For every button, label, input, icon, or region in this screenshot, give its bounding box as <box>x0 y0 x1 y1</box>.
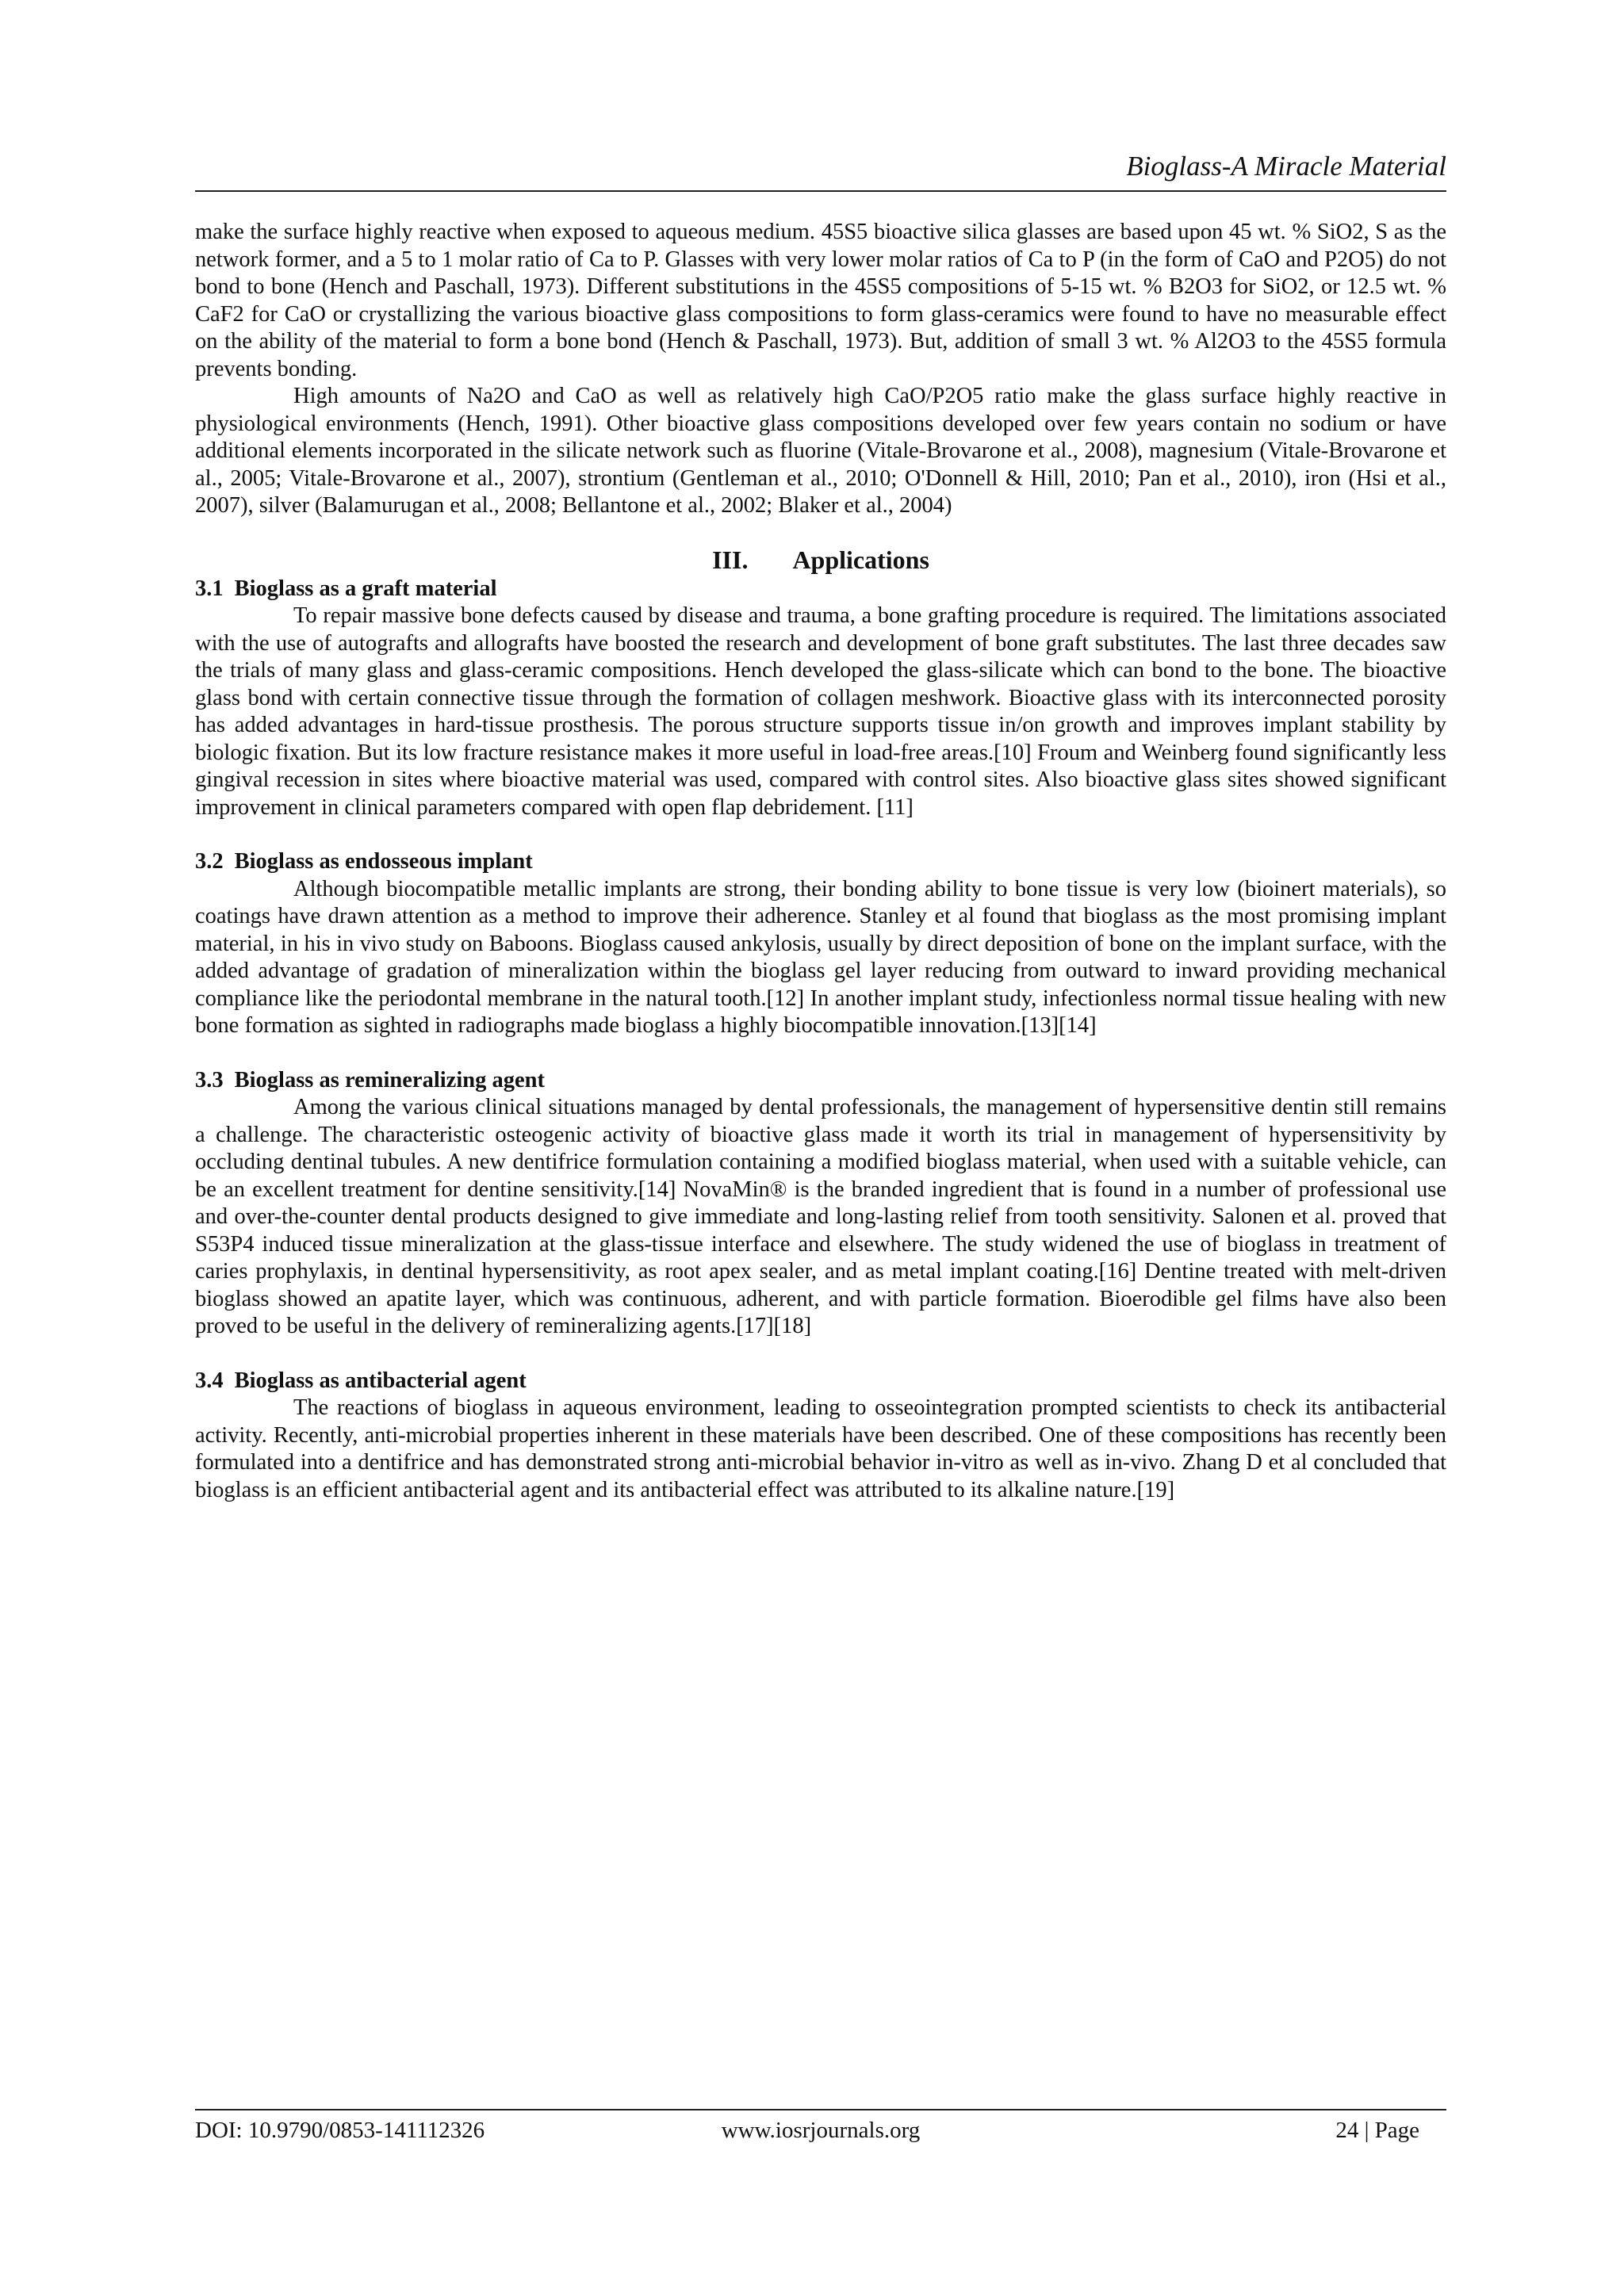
subsection-paragraph: To repair massive bone defects caused by disease and trauma, a bone grafting procedure is required. The limitations associated with the use of autografts and allografts have boosted the research and development of bone graft substitutes. The last three decades saw the trials of many glass and glass-ceramic compositions. Hench developed the glass-silicate which can bond to the bone. The bioactive glass bond with certain connective tissue through the formation of collagen meshwork. Bioactive glass with its interconnected porosity has added advantages in hard-tissue prosthesis. The porous structure supports tissue in/on growth and improves implant stability by biologic fixation. But its low fracture resistance makes it more useful in load-free areas.[10] Froum and Weinberg found significantly less gingival recession in sites where bioactive material was used, compared with control sites. Also bioactive glass sites showed significant improvement in clinical parameters compared with open flap debridement. [11] <box>195 603 1446 820</box>
section-title: Applications <box>792 545 929 574</box>
body-paragraph: High amounts of Na2O and CaO as well as relatively high CaO/P2O5 ratio make the glass surface highly reactive in physiological environments (Hench, 1991). Other bioactive glass compositions developed over few years contain no sodium or have additional elements incorporated in the silicate network such as fluorine (Vitale-Brovarone et al., 2008), magnesium (Vitale-Brovarone et al., 2005; Vitale-Brovarone et al., 2007), strontium (Gentleman et al., 2010; O'Donnell & Hill, 2010; Pan et al., 2010), iron (Hsi et al., 2007), silver (Balamurugan et al., 2008; Bellantone et al., 2002; Blaker et al., 2004) <box>195 384 1446 518</box>
page-number: 24 | Page <box>1335 2118 1419 2143</box>
subsection-paragraph: The reactions of bioglass in aqueous environment, leading to osseointegration prompted scientists to check its antibacterial activity. Recently, anti-microbial properties inherent in these materials have been described. One of these compositions has recently been formulated into a dentifrice and has demonstrated strong anti-microbial behavior in-vitro as well as in-vivo. Zhang D et al concluded that bioglass is an efficient antibacterial agent and its antibacterial effect was attributed to its alkaline nature.[19] <box>195 1395 1446 1502</box>
subsection-number: 3.2 <box>195 849 224 874</box>
subsection-heading <box>195 1067 1446 1095</box>
page-footer <box>195 2115 1446 2147</box>
subsection-title: Bioglass as endosseous implant <box>234 849 533 874</box>
header-rule <box>195 190 1446 192</box>
doi-text: DOI: 10.9790/0853-141112326 <box>195 2118 485 2143</box>
subsection-number: 3.1 <box>195 576 224 601</box>
section-heading <box>195 544 1446 576</box>
footer-rule <box>195 2109 1446 2110</box>
journal-website-link[interactable]: www.iosrjournals.org <box>721 2118 921 2143</box>
section-number: III. <box>712 545 749 574</box>
subsection-title: Bioglass as a graft material <box>234 576 497 601</box>
subsection-heading <box>195 576 1446 603</box>
subsection-title: Bioglass as remineralizing agent <box>234 1067 545 1093</box>
subsection-number: 3.4 <box>195 1368 224 1393</box>
subsection-title: Bioglass as antibacterial agent <box>234 1368 527 1393</box>
article-body <box>195 219 1446 1504</box>
running-header: Bioglass-A Miracle Material <box>1126 151 1446 182</box>
subsection-paragraph: Although biocompatible metallic implants are strong, their bonding ability to bone tissue is very low (bioinert materials), so coatings have drawn attention as a method to improve their adherence. Stanley et al found that bioglass as the most promising implant material, in his in vivo study on Baboons. Bioglass caused ankylosis, usually by direct deposition of bone on the implant surface, with the added advantage of gradation of mineralization within the bioglass gel layer reducing from outward to inward providing mechanical compliance like the periodontal membrane in the natural tooth.[12] In another implant study, infectionless normal tissue healing with new bone formation as sighted in radiographs made bioglass a highly biocompatible innovation.[13][14] <box>195 876 1446 1038</box>
subsection-paragraph: Among the various clinical situations managed by dental professionals, the management of hypersensitive dentin still remains a challenge. The characteristic osteogenic activity of bioactive glass made it worth its trial in management of hypersensitivity by occluding dentinal tubules. A new dentifrice formulation containing a modified bioglass material, when used with a suitable vehicle, can be an excellent treatment for dentine sensitivity.[14] NovaMin® is the branded ingredient that is found in a number of professional use and over-the-counter dental products designed to give immediate and long-lasting relief from tooth sensitivity. Salonen et al. proved that S53P4 induced tissue mineralization at the glass-tissue interface and elsewhere. The study widened the use of bioglass in treatment of caries prophylaxis, in dentinal hypersensitivity, as root apex sealer, and as metal implant coating.[16] Dentine treated with melt-driven bioglass showed an apatite layer, which was continuous, adherent, and with particle formation. Bioerodible gel films have also been proved to be useful in the delivery of remineralizing agents.[17][18] <box>195 1095 1446 1338</box>
body-paragraph-continued: make the surface highly reactive when exposed to aqueous medium. 45S5 bioactive silica glasses are based upon 45 wt. % SiO2, S as the network former, and a 5 to 1 molar ratio of Ca to P. Glasses with very lower molar ratios of Ca to P (in the form of CaO and P2O5) do not bond to bone (Hench and Paschall, 1973). Different substitutions in the 45S5 compositions of 5-15 wt. % B2O3 for SiO2, or 12.5 wt. % CaF2 for CaO or crystallizing the various bioactive glass compositions to form glass-ceramics were found to have no measurable effect on the ability of the material to form a bone bond (Hench & Paschall, 1973). But, addition of small 3 wt. % Al2O3 to the 45S5 formula prevents bonding. <box>195 220 1446 381</box>
subsection-number: 3.3 <box>195 1067 224 1093</box>
subsection-heading <box>195 848 1446 876</box>
subsection-heading <box>195 1368 1446 1395</box>
